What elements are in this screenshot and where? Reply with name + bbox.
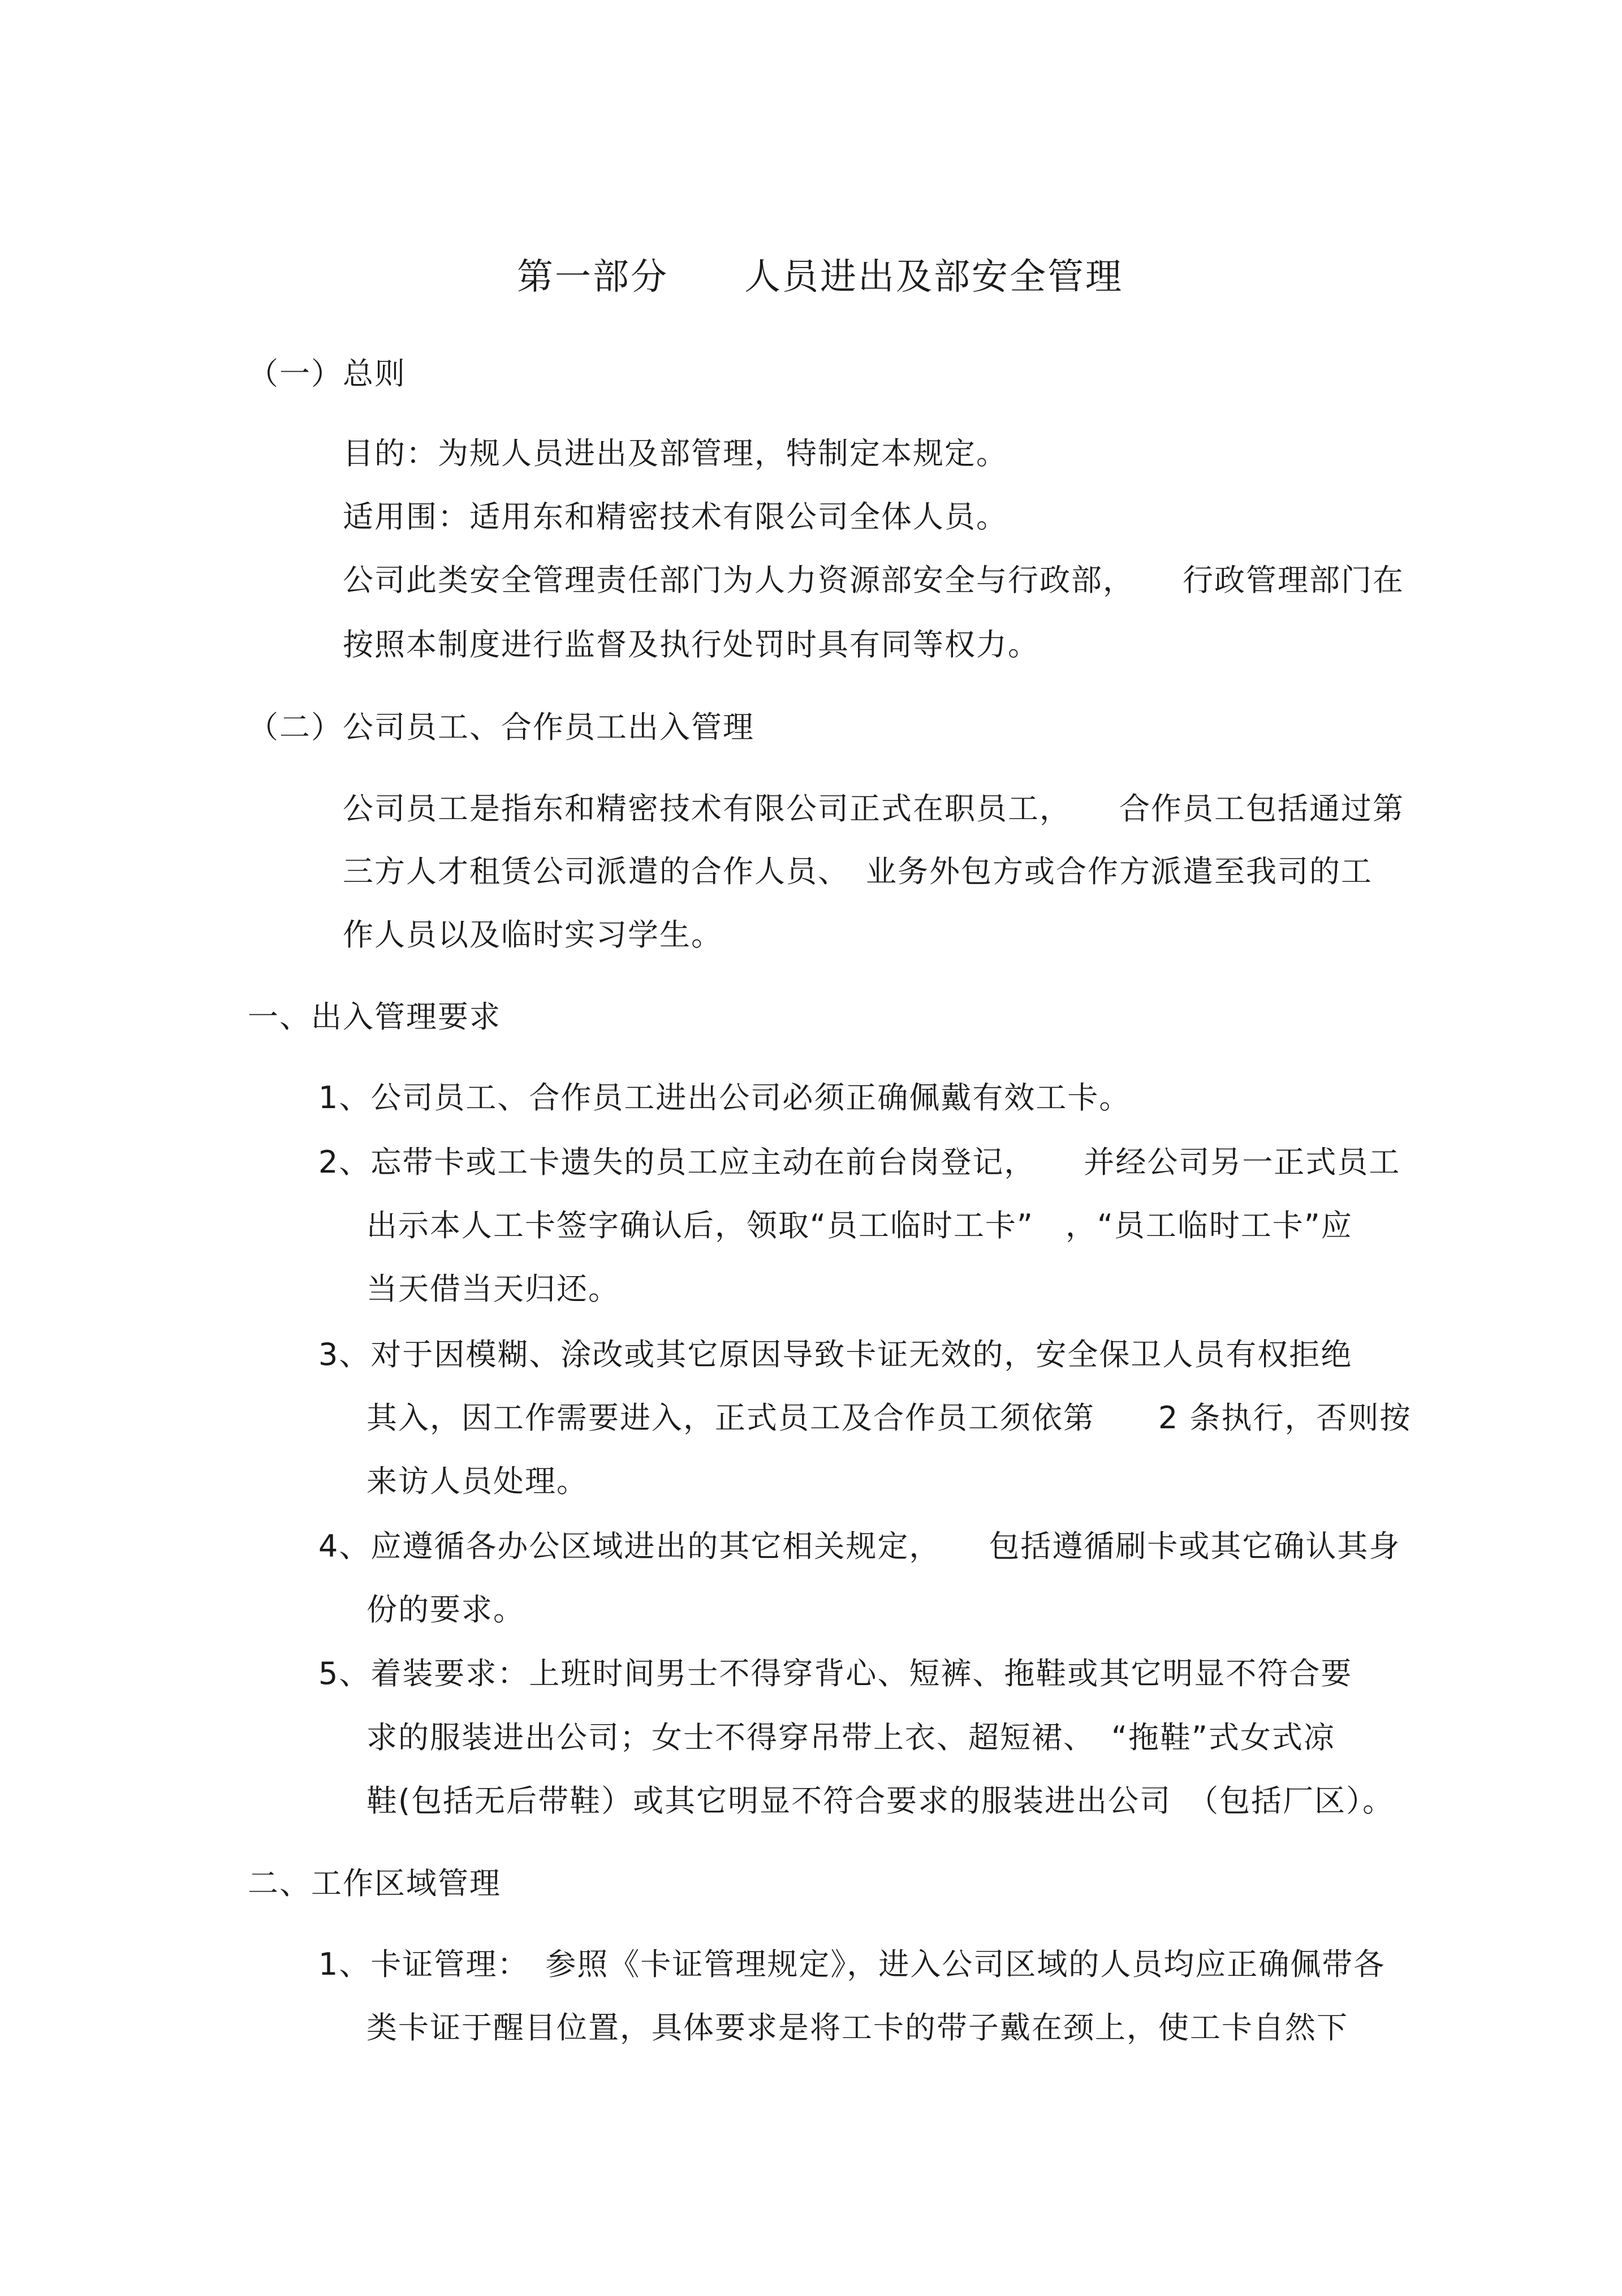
paragraph-line: 适用围：适用东和精密技术有限公司全体人员。: [343, 499, 1008, 535]
list-item-continuation: 求的服装进出公司；女士不得穿吊带上衣、超短裙、 “拖鞋”式女式凉: [366, 1720, 1335, 1755]
list-item: 4、应遵循各办公区域进出的其它相关规定， 包括遵循刷卡或其它确认其身: [318, 1528, 1401, 1564]
paragraph-line: 三方人才租赁公司派遣的合作人员、 业务外包方或合作方派遣至我司的工: [343, 854, 1373, 889]
list-item-continuation: 份的要求。: [366, 1592, 525, 1627]
paragraph-line: 作人员以及临时实习学生。: [343, 917, 723, 953]
list-item-continuation: 类卡证于醒目位置，具体要求是将工卡的带子戴在颈上，使工卡自然下: [366, 2010, 1348, 2045]
document-title: 第一部分 人员进出及部安全管理: [517, 256, 1123, 298]
section-heading-staff: （二）公司员工、合作员工出入管理: [248, 709, 754, 745]
part-heading-work-area: 二、工作区域管理: [248, 1866, 501, 1901]
list-item-continuation: 出示本人工卡签字确认后，领取“员工临时工卡” ，“员工临时工卡”应: [366, 1208, 1353, 1243]
list-item: 1、卡证管理： 参照《卡证管理规定》，进入公司区域的人员均应正确佩带各: [318, 1946, 1386, 1982]
section-heading-general: （一）总则: [248, 356, 406, 391]
list-item-continuation: 鞋(包括无后带鞋）或其它明显不符合要求的服装进出公司 （包括厂区）。: [366, 1783, 1395, 1819]
paragraph-line: 按照本制度进行监督及执行处罚时具有同等权力。: [343, 627, 1039, 662]
list-item: 1、公司员工、合作员工进出公司必须正确佩戴有效工卡。: [318, 1080, 1131, 1115]
part-heading-access-requirements: 一、出入管理要求: [248, 999, 501, 1035]
list-item: 3、对于因模糊、涂改或其它原因导致卡证无效的，安全保卫人员有权拒绝: [318, 1337, 1353, 1372]
paragraph-line: 公司此类安全管理责任部门为人力资源部安全与行政部， 行政管理部门在: [343, 562, 1404, 598]
list-item-continuation: 当天借当天归还。: [366, 1271, 620, 1307]
list-item: 2、忘带卡或工卡遗失的员工应主动在前台岗登记， 并经公司另一正式员工: [318, 1144, 1401, 1180]
paragraph-line: 目的：为规人员进出及部管理，特制定本规定。: [343, 436, 1008, 471]
paragraph-line: 公司员工是指东和精密技术有限公司正式在职员工， 合作员工包括通过第: [343, 791, 1404, 826]
list-item-continuation: 来访人员处理。: [366, 1463, 588, 1499]
list-item-continuation: 其入，因工作需要进入，正式员工及合作员工须依第 2 条执行，否则按: [366, 1400, 1412, 1436]
list-item: 5、着装要求：上班时间男士不得穿背心、短裤、拖鞋或其它明显不符合要: [318, 1656, 1353, 1691]
